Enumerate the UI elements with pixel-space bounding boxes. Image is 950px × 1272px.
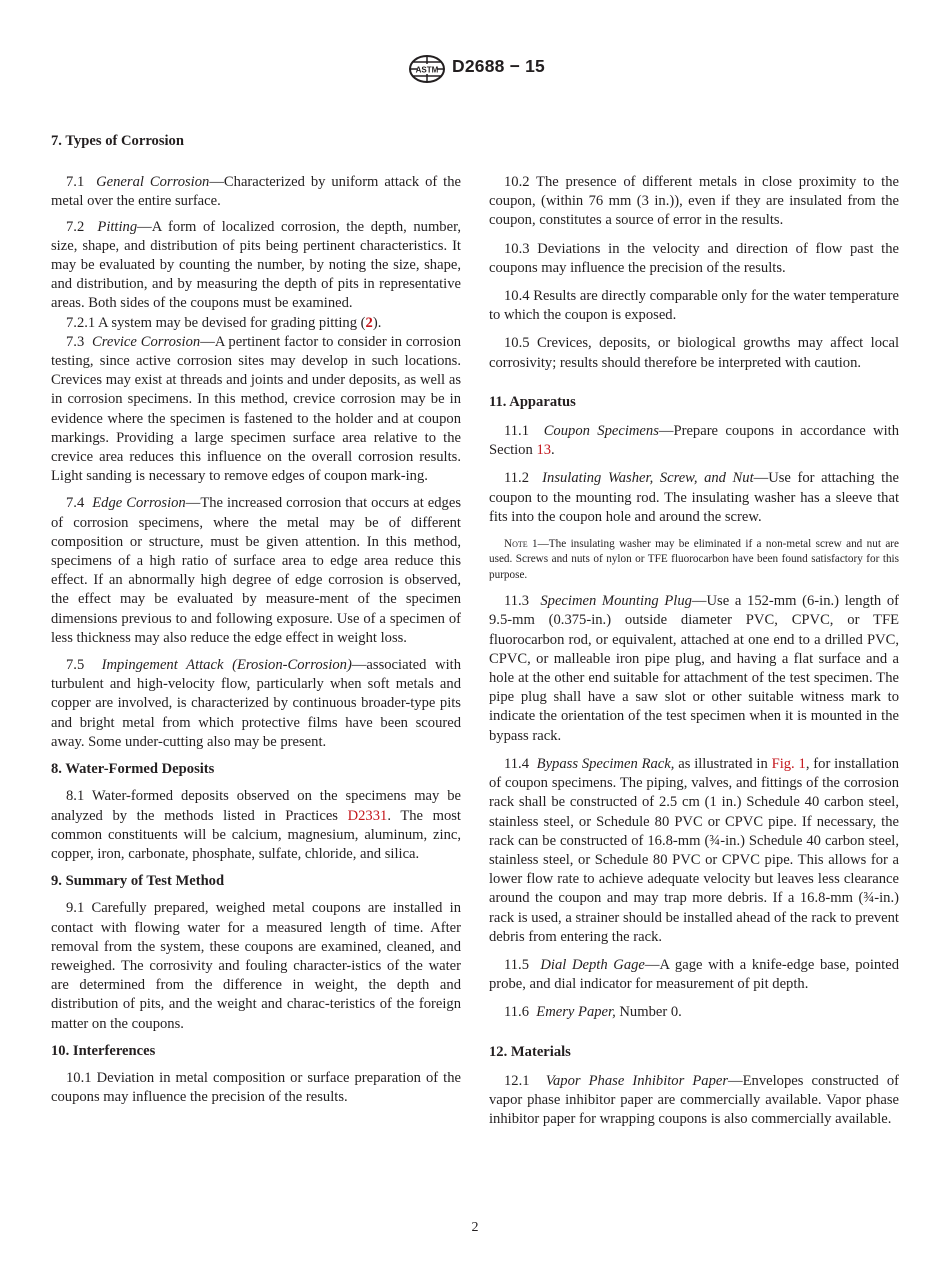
paragraph-12-1: 12.1 Vapor Phase Inhibitor Paper—Envelopes constructed of vapor phase inhibitor paper are commercially available. Vapor phase inhibitor paper for wrapping coupons is also commercially available. <box>489 1072 899 1128</box>
paragraph-9-1: 9.1 Carefully prepared, weighed metal coupons are installed in contact with flowing water for a measured length of time. After removal from the system, these coupons are examined, cleaned, and reweighed. The corrosivity and fouling character-istics of the water are determined from the difference in weight, the depth and distribution of pits, and the weight and charac-teristics of the foreign matter on the coupons. <box>51 900 461 1032</box>
svg-text:ASTM: ASTM <box>415 65 439 75</box>
section-11-title: 11. Apparatus <box>489 393 576 410</box>
section-7-title: 7. Types of Corrosion <box>51 133 184 149</box>
paragraph-7-2-1: 7.2.1 A system may be devised for grading pitting (2). <box>66 314 382 331</box>
section-13-link[interactable]: 13 <box>536 442 552 459</box>
paragraph-11-5: 11.5 Dial Depth Gage—A gage with a knife-edge base, pointed probe, and dial indicator for measurement of pit depth. <box>489 956 899 993</box>
paragraph-10-3: 10.3 Deviations in the velocity and direction of flow past the coupons may influence the precision of the results. <box>489 240 899 276</box>
section-9-title: 9. Summary of Test Method <box>51 873 225 890</box>
reference-link-2[interactable]: 2 <box>365 314 373 331</box>
paragraph-7-3: 7.3 Crevice Corrosion—A pertinent factor to consider in corrosion testing, since active corrosion sites may develop in such locations. Crevices may exist at threads and joints and under deposits, as well as in corrosion specimens. In this method, crevice corrosion may be in evidence where the specimen is fastened to the holder and at coupon markings. Providing a large specimen surface area relative to the crevice area reduces this influence on the overall corrosion results. Light sanding is necessary to remove edges of coupon mark-ing. <box>51 333 461 485</box>
document-id: D2688 − 15 <box>452 56 545 76</box>
paragraph-10-4: 10.4 Results are directly comparable only for the water temperature to which the coupon is exposed. <box>489 288 899 324</box>
paragraph-11-6: 11.6 Emery Paper, Number 0. <box>504 1004 682 1021</box>
section-10-title: 10. Interferences <box>51 1042 156 1059</box>
paragraph-10-2: 10.2 The presence of different metals in close proximity to the coupon, (within 76 mm (3 in.)), even if they are insulated from the coupon, constitutes a source of error in the results. <box>489 174 899 229</box>
figure-1-link[interactable]: Fig. 1 <box>771 755 806 772</box>
paragraph-11-4: 11.4 Bypass Specimen Rack, as illustrated in Fig. 1, for installation of coupon specimens. The piping, valves, and fittings of the corrosion rack shall be constructed of 2.5 cm (1 in.) Schedule 40 carbon steel, stainless steel, or Schedule 80 PVC or CPVC pipe. If necessary, the rack can be constructed of 16.8-mm (¾-in.) Schedule 40 carbon steel, stainless steel, or Schedule 80 PVC or CPVC pipe. This allows for a lower flow rate to achieve adequate velocity but leaves less clearance around the coupon and may trap more debris. If a 16.8-mm (¾-in.) rack is used, a strainer should be installed ahead of the rack to prevent debris from entering the rack. <box>489 755 900 945</box>
astm-logo-icon <box>408 54 446 84</box>
note-1: Note 1—The insulating washer may be eliminated if a non-metal screw and nut are used. Screws and nuts of nylon or TFE fluorocarbon have been found satisfactory for this purpose. <box>489 538 899 581</box>
paragraph-7-5: 7.5 Impingement Attack (Erosion-Corrosion)—associated with turbulent and high-velocity flow, particularly when soft metals and copper are involved, is characterized by continuous broader-type pits and bright metal from which protective films have been scoured away. Some under-cutting also may be present. <box>51 657 461 750</box>
left-column <box>51 132 461 1107</box>
paragraph-7-1: 7.1 General Corrosion—Characterized by uniform attack of the metal over the entire surface. <box>51 174 461 210</box>
paragraph-11-2: 11.2 Insulating Washer, Screw, and Nut—Use for attaching the coupon to the mounting rod. The insulating washer has a sleeve that fits into the coupon hole and around the screw. <box>489 470 899 525</box>
section-8-title: 8. Water-Formed Deposits <box>51 761 215 778</box>
practice-d2331-link[interactable]: D2331 <box>347 807 388 824</box>
paragraph-11-1: 11.1 Coupon Specimens—Prepare coupons in accordance with Section 13. <box>489 423 899 459</box>
page-number: 2 <box>471 1220 479 1235</box>
page-header <box>0 52 950 86</box>
paragraph-10-5: 10.5 Crevices, deposits, or biological growths may affect local corrosivity; results should therefore be interpreted with caution. <box>489 335 899 371</box>
paragraph-8-1: 8.1 Water-formed deposits observed on the specimens may be analyzed by the methods listed in Practices D2331. The most common constituents will be calcium, magnesium, aluminum, zinc, copper, iron, carbonate, phosphate, sulfate, chloride, and silica. <box>51 788 461 862</box>
paragraph-7-2: 7.2 Pitting—A form of localized corrosion, the depth, number, size, shape, and distribution of pits being pertinent characteristics. It may be evaluated by counting the number, by noting the size, shape, and distribution, and by measuring the depth of pits in representative areas. Both sides of the coupons must be examined. <box>51 218 461 312</box>
section-12-title: 12. Materials <box>489 1043 571 1060</box>
paragraph-11-3: 11.3 Specimen Mounting Plug—Use a 152-mm (6-in.) length of 9.5-mm (0.375-in.) outside diameter PVC, CPVC, or TFE fluorocarbon rod, or equivalent, attached at one end to a drilled PVC, CPVC, or malleable iron pipe plug, and having a flat surface and a hole at the other end suitable for attachment of the test specimen. The pipe plug shall have a saw slot or other suitable witness mark to indicate the orientation of the test specimen when it is mounted in the bypass rack. <box>489 593 899 744</box>
paragraph-10-1: 10.1 Deviation in metal composition or surface preparation of the coupons may influence the precision of the results. <box>51 1069 461 1106</box>
paragraph-7-4: 7.4 Edge Corrosion—The increased corrosion that occurs at edges of corrosion specimens, where the metal may be of different composition or structure, must be given attention. In this method, specimens of a high ratio of surface area to edge area reduce this effect. If an abnormally high degree of edge corrosion is observed, the effect may be evaluated by measure-ment of the specimen dimensions previous to and following exposure. Use of a specimen of less thickness may also reduce the edge effect in weight loss. <box>51 495 461 646</box>
right-column <box>489 173 899 1129</box>
